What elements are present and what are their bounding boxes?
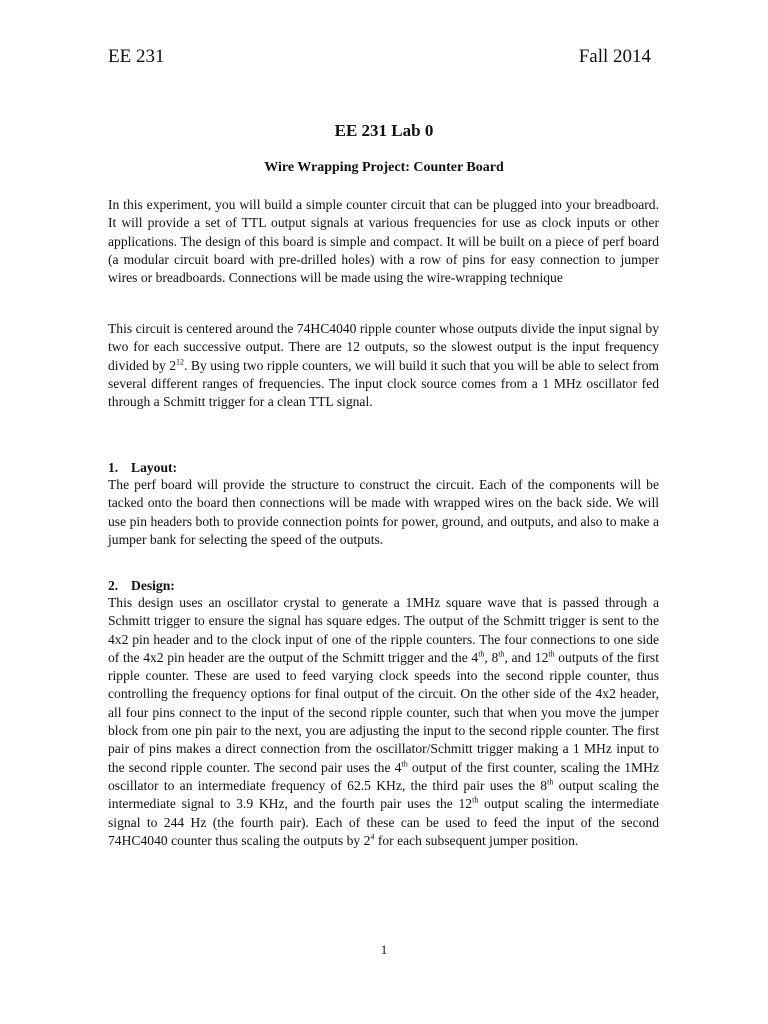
s2-sup-6: th bbox=[472, 795, 479, 805]
section-2-heading bbox=[108, 577, 659, 595]
s2-text-8: for each subsequent jumper position. bbox=[374, 832, 579, 848]
intro-paragraph-2 bbox=[108, 320, 659, 411]
s2-text-3: , and 12 bbox=[504, 649, 549, 665]
intro-p2-text-a: This circuit is centered around the 74HC4040 ripple counter whose outputs divide the input signal by two for each successive output. There are 12 outputs, so the slowest output is the input frequency divided by 2 bbox=[108, 321, 659, 373]
page-number: 1 bbox=[380, 942, 388, 957]
s2-text-5: output of the first counter, scaling the 1MHz oscillator to an intermediate frequency of 62.5 KHz, the third pair uses the 8 bbox=[108, 759, 659, 793]
section-1-paragraph: The perf board will provide the structure to construct the circuit. Each of the components will be tacked onto the board then connections will be made with wrapped wires on the back side. We will use pin headers both to provide connection points for power, ground, and outputs, and also to make a jumper bank for selecting the speed of the outputs. bbox=[108, 477, 659, 547]
section-2-number: 2. bbox=[108, 578, 119, 593]
s2-sup-3: th bbox=[548, 649, 555, 659]
s2-text-2: , 8 bbox=[484, 649, 499, 665]
header-course: EE 231 bbox=[108, 46, 165, 67]
s2-sup-1: th bbox=[478, 649, 485, 659]
intro-p2-superscript: 12 bbox=[176, 357, 185, 367]
s2-sup-2: th bbox=[498, 649, 505, 659]
section-1-number: 1. bbox=[108, 460, 119, 475]
section-2-title: Design: bbox=[131, 578, 175, 593]
intro-paragraph-1: In this experiment, you will build a simple counter circuit that can be plugged into your breadboard. It will provide a set of TTL output signals at various frequencies for use as clock inputs or other applications. The design of this board is simple and compact. It will be built on a piece of perf board (a modular circuit board with pre-drilled holes) with a row of pins for easy connection to jumper wires or breadboards. Connections will be made using the wire-wrapping technique bbox=[108, 197, 659, 286]
intro-p2-text-b: . By using two ripple counters, we will build it such that you will be able to select from several different ranges of frequencies. The input clock source comes from a 1 MHz oscillator fed through a Schmitt trigger for a clean TTL signal. bbox=[108, 357, 659, 410]
s2-sup-7: 4 bbox=[370, 832, 375, 842]
s2-sup-4: th bbox=[401, 759, 408, 769]
s2-text-7: output scaling the intermediate signal to 244 Hz (the fourth pair). Each of these can be used to feed the input of the second 74HC4040 counter thus scaling the outputs by 2 bbox=[108, 796, 659, 848]
document-title: EE 231 Lab 0 bbox=[334, 121, 434, 140]
s2-sup-5: th bbox=[547, 777, 554, 787]
s2-text-4: outputs of the first ripple counter. These are used to feed varying clock speeds into the second ripple counter, thus controlling the frequency options for final output of the circuit. On the other side of the 4x2 header, all four pins connect to the input of the second ripple counter, such that when you move the jumper block from one pin pair to the next, you are adjusting the input to the second ripple counter. The first pair of pins makes a direct connection from the oscillator/Schmitt trigger making a 1 MHz input to the second ripple counter. The second pair uses the 4 bbox=[108, 649, 659, 775]
section-2-paragraph bbox=[108, 594, 659, 850]
section-1-title: Layout: bbox=[131, 460, 178, 475]
document-subtitle: Wire Wrapping Project: Counter Board bbox=[264, 160, 504, 175]
s2-text-1: This design uses an oscillator crystal to generate a 1MHz square wave that is passed through a Schmitt trigger to ensure the signal has square edges. The output of the Schmitt trigger is sent to the 4x2 pin header and to the clock input of one of the ripple counters. The four connections to one side of the 4x2 pin header are the output of the Schmitt trigger and the 4 bbox=[108, 595, 659, 665]
header-term: Fall 2014 bbox=[578, 46, 651, 67]
s2-text-6: output scaling the intermediate signal to 3.9 KHz, and the fourth pair uses the 12 bbox=[108, 777, 659, 812]
section-1-heading bbox=[108, 459, 659, 477]
